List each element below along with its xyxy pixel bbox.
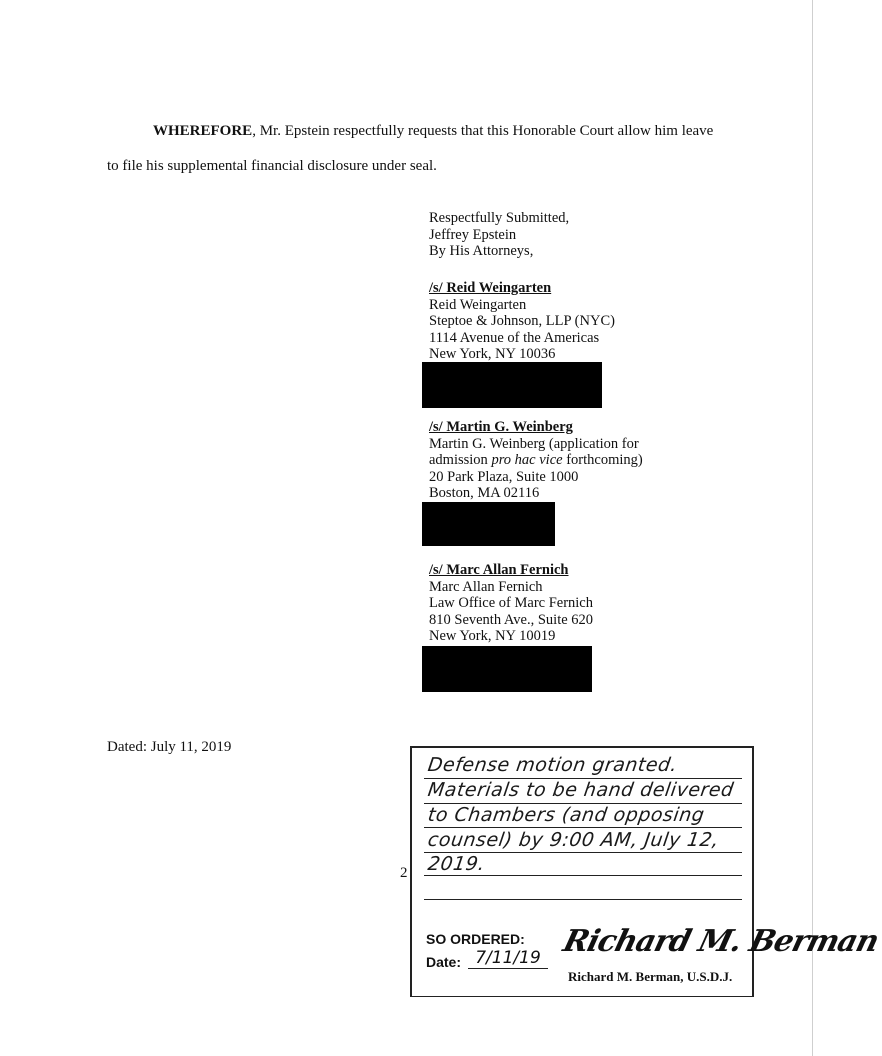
attorney-city-partial: New York, NY 10036 [429,346,556,362]
wherefore-paragraph-line1 [153,122,713,140]
attorney-name: Marc Allan Fernich [429,578,543,595]
wherefore-text: , Mr. Epstein respectfully requests that this Honorable Court allow him leave [252,123,714,139]
order-date-label: Date: [426,954,462,970]
attorney-address: 1114 Avenue of the Americas [429,329,600,346]
handwritten-order-line: counsel) by 9:00 AM, July 12, [426,829,721,851]
handwritten-order-line: to Chambers (and opposing [426,804,706,826]
page-edge-line [812,0,813,1056]
attorney-firm: Law Office of Marc Fernich [429,595,593,611]
attorney-name: Martin G. Weinberg (application for [429,435,639,452]
attorney-block-weingarten [429,280,615,363]
attorney-block-weinberg [429,419,643,502]
so-ordered-label: SO ORDERED: [426,931,525,947]
wherefore-keyword: WHEREFORE [153,123,253,139]
by-attorneys: By His Attorneys, [429,243,534,259]
attorney-admission: admission pro hac vice forthcoming) [429,452,643,468]
attorney-signature: /s/ Martin G. Weinberg [429,419,573,435]
attorney-firm: Steptoe & Johnson, LLP (NYC) [429,313,615,329]
order-date-value: 7/11/19 [468,948,548,969]
attorney-name: Reid Weingarten [429,296,527,313]
redaction-box [422,646,592,692]
attorney-city-partial: Boston, MA 02116 [429,485,540,501]
stamp-rule [424,875,742,876]
attorney-address: 20 Park Plaza, Suite 1000 [429,468,579,485]
attorney-signature: /s/ Reid Weingarten [429,280,552,296]
court-order-stamp [410,746,882,997]
respectfully-submitted: Respectfully Submitted, [429,210,570,226]
judge-signature: Richard M. Berman [559,924,882,959]
attorney-city-partial: New York, NY 10019 [429,628,556,644]
stamp-rule [424,899,742,900]
wherefore-paragraph-line2: to file his supplemental financial disclosure under seal. [107,158,437,174]
dated-line: Dated: July 11, 2019 [107,739,232,755]
redaction-box [422,362,602,408]
attorney-block-fernich [429,562,593,645]
judge-name: Richard M. Berman, U.S.D.J. [568,969,733,984]
stamp-rule [424,827,742,828]
handwritten-order-line: 2019. [426,853,487,875]
attorney-address: 810 Seventh Ave., Suite 620 [429,611,594,628]
attorney-signature: /s/ Marc Allan Fernich [429,562,569,578]
page-number: 2 [400,865,408,881]
client-name: Jeffrey Epstein [429,226,517,243]
handwritten-order-line: Defense motion granted. [426,754,679,776]
redaction-box [422,502,555,546]
signature-intro [429,210,569,260]
handwritten-order-line: Materials to be hand delivered [426,779,736,801]
